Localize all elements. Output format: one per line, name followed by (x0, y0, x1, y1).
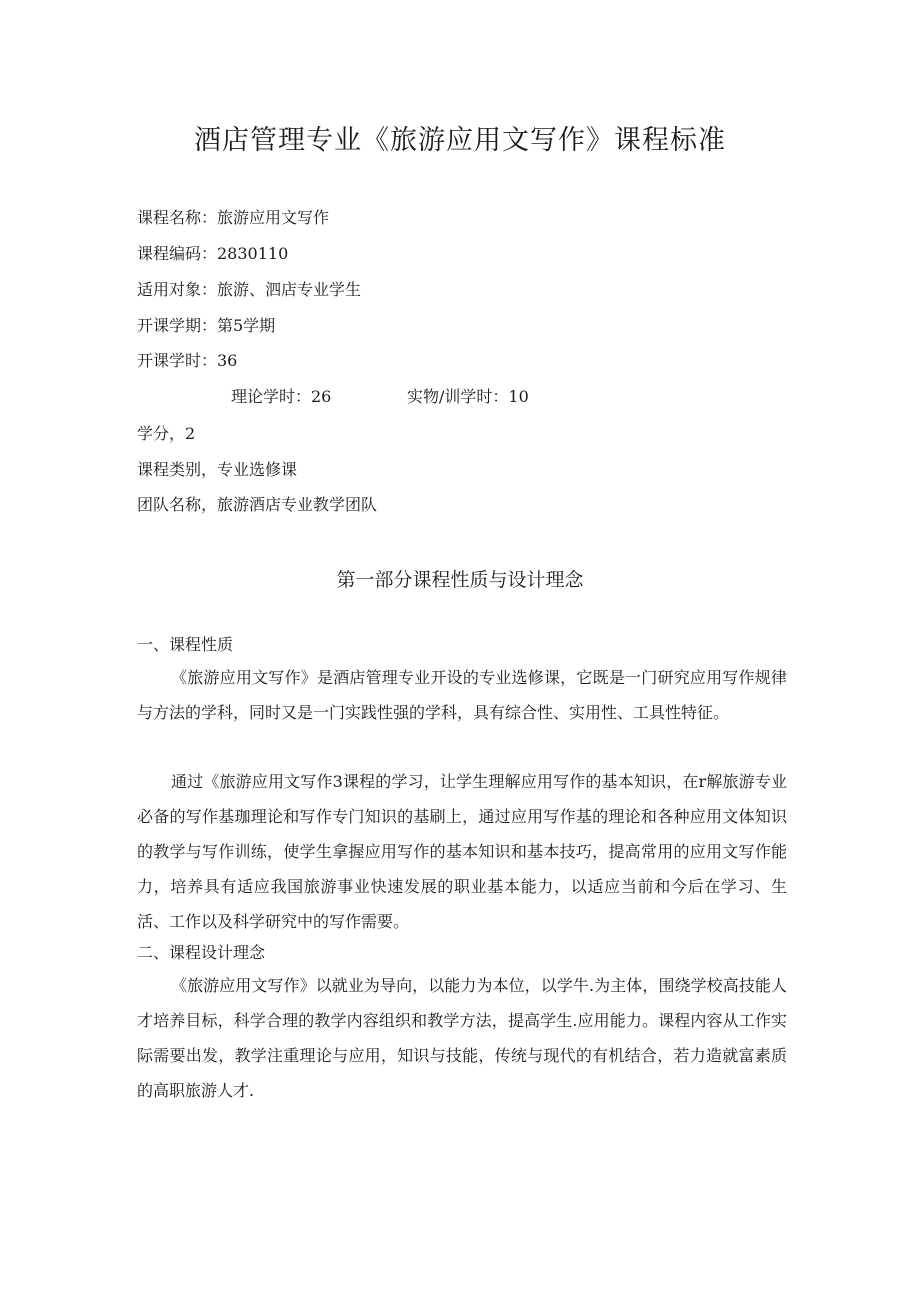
target-audience: 适用对象：旅游、泗店专业学生 (137, 280, 362, 299)
credits: 学分，2 (137, 424, 196, 443)
document-title: 酒店管理专业《旅游应用文写作》课程标准 (194, 125, 726, 156)
total-hours: 开课学时：36 (137, 351, 238, 370)
part1-title: 第一部分课程性质与设计理念 (336, 569, 584, 591)
nature-paragraph-2: 通过《旅游应用文写作3课程的学习，让学生理解应用写作的基本知识，在r解旅游专业必备的写作基珈理论和写作专门知识的基刷上，通过应用写作基的理论和各种应用文体知识的教学与写作训练，使学生拿握应用写作的基本知识和基本技巧，提高常用的应用文写作能力，培养具有适应我国旅游事业快速发展的职业基本能力，以适应当前和今后在学习、生活、工作以及科学研究中的写作需要。 (137, 772, 787, 931)
semester: 开课学期：第5学期 (137, 316, 276, 335)
practice-hours: 实物/训学时：10 (407, 387, 529, 406)
nature-paragraph-1: 《旅游应用文写作》是酒店管理专业开设的专业选修课，它既是一门研究应用写作规律与方法的学科，同时又是一门实践性强的学科，具有综合性、实用性、工具性特征。 (137, 668, 787, 722)
course-category: 课程类别，专业选修课 (137, 460, 298, 479)
course-code: 课程编码：2830110 (137, 244, 289, 263)
theory-hours: 理论学时：26 (231, 387, 332, 406)
nature-heading: 一、课程性质 (137, 635, 234, 654)
team-name: 团队名称，旅游酒店专业教学团队 (137, 495, 378, 514)
design-paragraph-1: 《旅游应用文写作》以就业为导向，以能力为本位，以学牛.为主体，围绕学校高技能人才培养目标，科学合理的教学内容组织和教学方法，提高学生.应用能力。课程内容从工作实际需要出发，教学注重理论与应用，知识与技能，传统与现代的有机结合，若力造就富素质的高职旅游人才. (137, 976, 787, 1100)
course-name: 课程名称：旅游应用文写作 (137, 208, 330, 227)
design-heading: 二、课程设计理念 (137, 943, 266, 962)
